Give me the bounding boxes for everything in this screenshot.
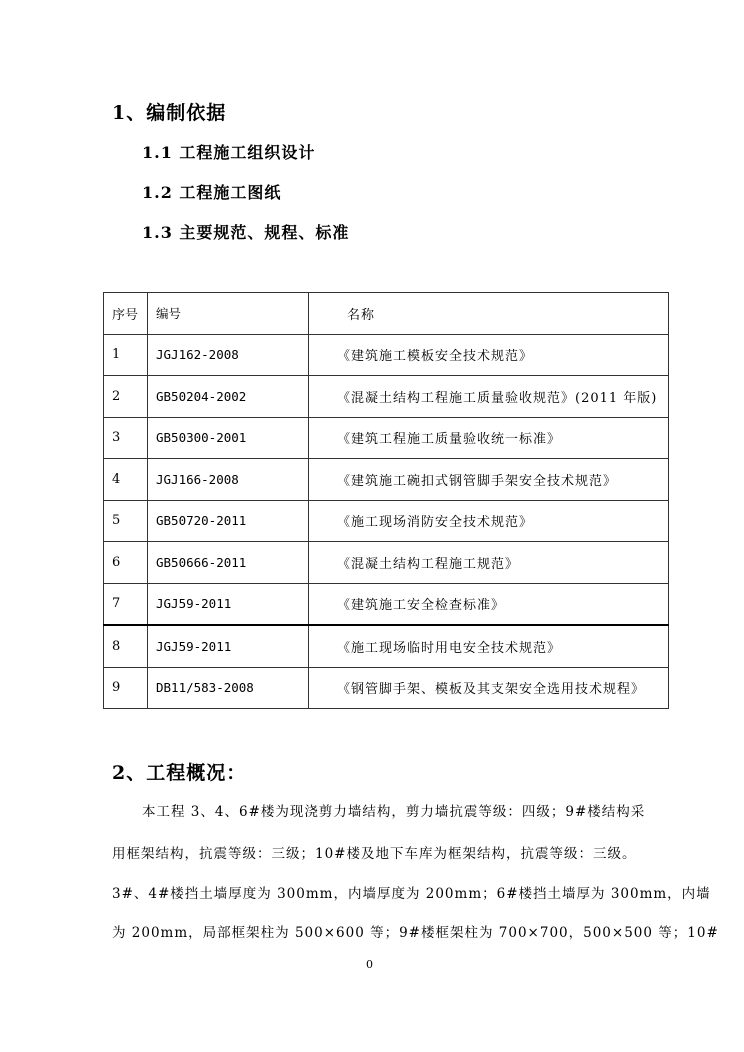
subsection-1-1: 1.1 工程施工组织设计: [142, 143, 316, 162]
row-name: 《建筑施工模板安全技术规范》: [309, 334, 669, 376]
section-2-title: 2、工程概况：: [112, 762, 247, 784]
overview-line-4: 为 200mm，局部框架柱为 500×600 等；9#楼框架柱为 700×700，500×500 等；10#: [112, 925, 719, 941]
row-code: GB50720-2011: [148, 500, 309, 542]
row-index: 7: [104, 583, 148, 625]
table-row: [104, 542, 669, 584]
row-code: DB11/583-2008: [148, 667, 309, 709]
row-index: 3: [104, 417, 148, 459]
row-name: 《建筑施工安全检查标准》: [309, 583, 669, 625]
overview-line-2: 用框架结构，抗震等级：三级；10#楼及地下车库为框架结构，抗震等级：三级。: [112, 846, 637, 862]
header-name: 名称: [309, 293, 669, 335]
row-index: 1: [104, 334, 148, 376]
table-row: [104, 459, 669, 501]
table-row: [104, 500, 669, 542]
table-row: [104, 376, 669, 418]
row-index: 6: [104, 542, 148, 584]
table-row: [104, 583, 669, 625]
overview-line-3: 3#、4#楼挡土墙厚度为 300mm，内墙厚度为 200mm；6#楼挡土墙厚为 300mm，内墙: [112, 886, 711, 902]
standards-table: [103, 292, 669, 709]
row-code: JGJ162-2008: [148, 334, 309, 376]
row-index: 4: [104, 459, 148, 501]
row-code: JGJ59-2011: [148, 625, 309, 667]
row-name: 《混凝土结构工程施工规范》: [309, 542, 669, 584]
table-row: [104, 625, 669, 667]
row-index: 9: [104, 667, 148, 709]
row-code: JGJ59-2011: [148, 583, 309, 625]
row-code: JGJ166-2008: [148, 459, 309, 501]
overview-line-1: 本工程 3、4、6#楼为现浇剪力墙结构，剪力墙抗震等级：四级；9#楼结构采: [142, 804, 646, 820]
table-header-row: [104, 293, 669, 335]
row-name: 《施工现场消防安全技术规范》: [309, 500, 669, 542]
section-1-title: 1、编制依据: [112, 102, 227, 124]
row-index: 2: [104, 376, 148, 418]
row-name: 《钢管脚手架、模板及其支架安全选用技术规程》: [309, 667, 669, 709]
row-name: 《建筑施工碗扣式钢管脚手架安全技术规范》: [309, 459, 669, 501]
page-number: 0: [366, 958, 373, 971]
row-name: 《混凝土结构工程施工质量验收规范》(2011 年版): [309, 376, 669, 418]
row-index: 8: [104, 625, 148, 667]
table-row: [104, 667, 669, 709]
header-code: 编号: [148, 293, 309, 335]
row-name: 《施工现场临时用电安全技术规范》: [309, 625, 669, 667]
header-index: 序号: [104, 293, 148, 335]
row-index: 5: [104, 500, 148, 542]
table-row: [104, 334, 669, 376]
subsection-1-3: 1.3 主要规范、规程、标准: [142, 223, 350, 242]
subsection-1-2: 1.2 工程施工图纸: [142, 183, 282, 202]
row-code: GB50666-2011: [148, 542, 309, 584]
row-code: GB50300-2001: [148, 417, 309, 459]
table-row: [104, 417, 669, 459]
row-code: GB50204-2002: [148, 376, 309, 418]
row-name: 《建筑工程施工质量验收统一标准》: [309, 417, 669, 459]
